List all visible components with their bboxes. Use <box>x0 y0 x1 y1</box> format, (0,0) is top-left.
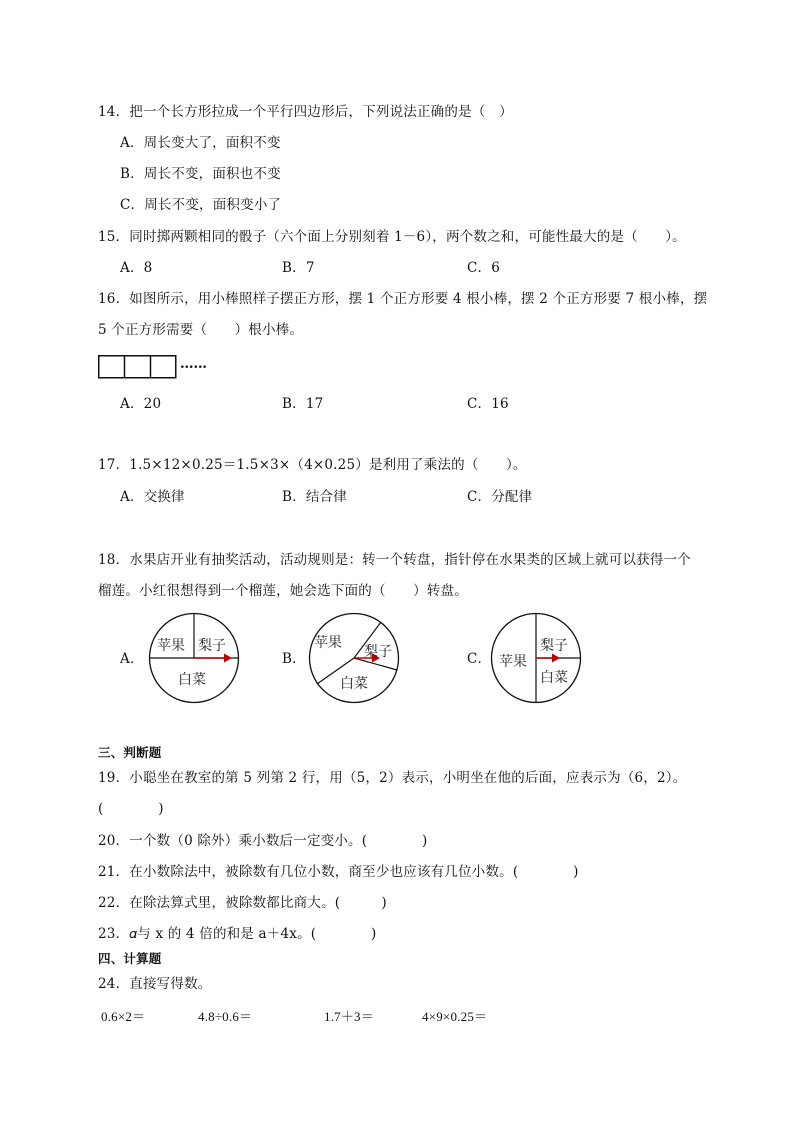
calc-item-2: 4.8÷0.6＝ <box>198 1009 253 1024</box>
q14-option-c: C．周长不变，面积变小了 <box>120 197 282 213</box>
q21: 21．在小数除法中，被除数有几位小数，商至少也应该有几位小数。( ) <box>98 864 579 880</box>
q18-option-b: B． <box>282 651 306 667</box>
q16-stem-line2: 5 个正方形需要（ ）根小棒。 <box>98 322 304 338</box>
spinner-a <box>148 612 240 704</box>
q24: 24．直接写得数。 <box>98 976 212 992</box>
q15-stem: 15．同时掷两颗相同的骰子（六个面上分别刻着 1－6），两个数之和，可能性最大的是（ ）。 <box>98 229 686 245</box>
q19-line2: ( ) <box>98 801 164 817</box>
spinner-c-cabbage: 白菜 <box>540 670 568 686</box>
q17-stem: 17．1.5×12×0.25＝1.5×3×（4×0.25）是利用了乘法的（ ）。 <box>98 457 527 473</box>
section4-heading: 四、计算题 <box>98 951 162 966</box>
section3-heading: 三、判断题 <box>98 745 162 760</box>
q19-line1: 19．小聪坐在教室的第 5 列第 2 行，用（5，2）表示，小明坐在他的后面，应表示为（6，2）。 <box>98 770 687 786</box>
q18-option-a: A． <box>120 651 144 667</box>
q18-option-c: C． <box>467 651 492 667</box>
q15-option-b: B．7 <box>282 260 315 276</box>
q20: 20．一个数（0 除外）乘小数后一定变小。( ) <box>98 833 428 849</box>
q18-stem-line2: 榴莲。小红很想得到一个榴莲，她会选下面的（ ）转盘。 <box>98 583 468 599</box>
spinner-c-pear: 梨子 <box>540 638 568 654</box>
ellipsis: …… <box>180 356 207 372</box>
spinner-c <box>490 612 582 704</box>
q14-option-b: B．周长不变，面积也不变 <box>120 166 281 182</box>
spinner-a-apple: 苹果 <box>157 638 185 654</box>
q16-option-b: B．17 <box>282 396 324 412</box>
calc-item-4: 4×9×0.25＝ <box>422 1009 488 1024</box>
squares-figure <box>98 355 178 380</box>
q23: 23．𝛼与 x 的 4 倍的和是 a＋4x。( ) <box>98 926 377 942</box>
spinner-b-pear: 梨子 <box>364 644 392 660</box>
spinner-b-cabbage: 白菜 <box>340 676 368 692</box>
q16-option-a: A．20 <box>120 396 162 412</box>
q22: 22．在除法算式里，被除数都比商大。( ) <box>98 895 387 911</box>
q15-option-c: C．6 <box>467 260 501 276</box>
spinner-b <box>308 612 400 704</box>
q17-option-a: A．交换律 <box>120 489 185 505</box>
q18-stem-line1: 18．水果店开业有抽奖活动，活动规则是：转一个转盘，指针停在水果类的区域上就可以获得一个 <box>98 552 691 568</box>
q15-option-a: A．8 <box>120 260 153 276</box>
spinner-a-pear: 梨子 <box>198 638 226 654</box>
q16-stem-line1: 16．如图所示，用小棒照样子摆正方形，摆 1 个正方形要 4 根小棒，摆 2 个正方形要 7 根小棒，摆 <box>98 291 708 307</box>
spinner-c-apple: 苹果 <box>499 654 527 670</box>
q17-option-b: B．结合律 <box>282 489 347 505</box>
spinner-b-apple: 苹果 <box>314 635 342 651</box>
calc-item-1: 0.6×2＝ <box>101 1009 146 1024</box>
q17-option-c: C．分配律 <box>467 489 533 505</box>
q14-stem: 14．把一个长方形拉成一个平行四边形后，下列说法正确的是（ ） <box>98 104 513 120</box>
q16-option-c: C．16 <box>467 396 509 412</box>
spinner-a-cabbage: 白菜 <box>178 672 206 688</box>
q14-option-a: A．周长变大了，面积不变 <box>120 135 281 151</box>
calc-item-3: 1.7＋3＝ <box>324 1009 374 1024</box>
